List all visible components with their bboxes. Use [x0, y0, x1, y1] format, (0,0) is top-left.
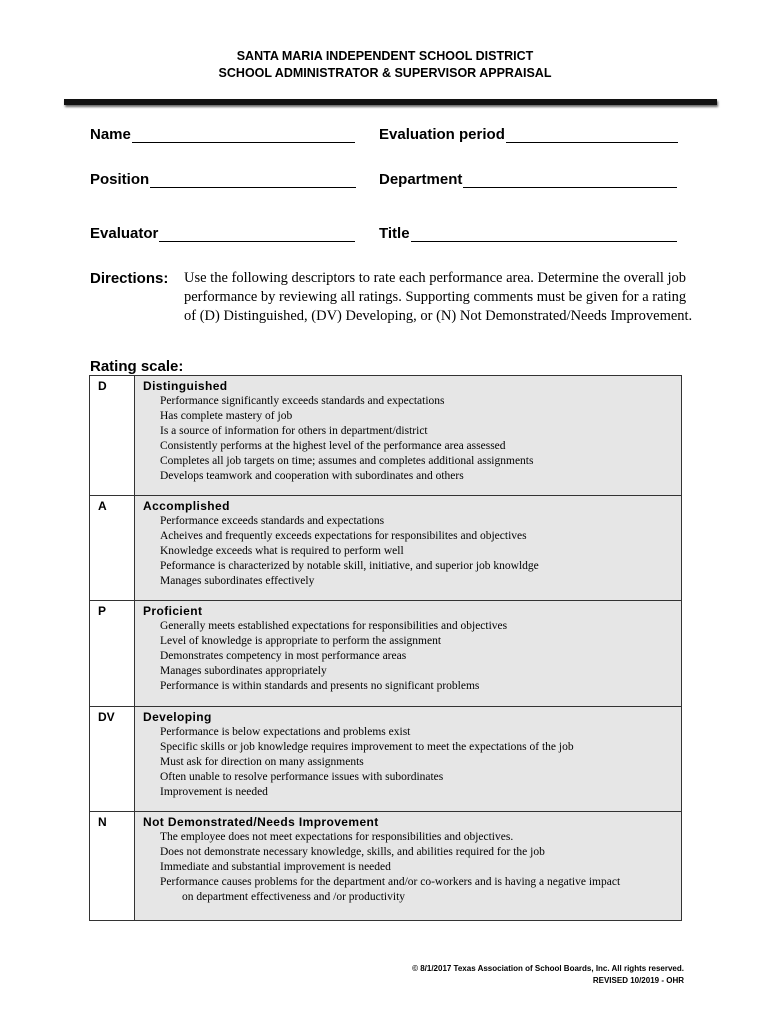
rating-criterion: Has complete mastery of job	[160, 410, 293, 422]
document-header	[0, 48, 770, 82]
rating-criteria-list	[143, 394, 681, 484]
rating-criterion: Performance exceeds standards and expectations	[160, 515, 385, 527]
rating-criterion: Manages subordinates effectively	[160, 575, 315, 587]
evaluation-period-field	[379, 126, 678, 143]
district-name: SANTA MARIA INDEPENDENT SCHOOL DISTRICT	[236, 49, 534, 63]
rating-scale-table	[89, 375, 682, 921]
rating-criterion: Knowledge exceeds what is required to perform well	[160, 545, 404, 557]
rating-criterion: Does not demonstrate necessary knowledge, skills, and abilities required for the job	[160, 846, 545, 858]
rating-category-name: Accomplished	[143, 499, 230, 513]
rating-category-name: Developing	[143, 710, 212, 724]
rating-code: D	[90, 376, 135, 496]
rating-criterion: Is a source of information for others in department/district	[160, 425, 428, 437]
rating-row	[90, 812, 682, 921]
rating-criterion: Level of knowledge is appropriate to perform the assignment	[160, 635, 442, 647]
directions-text: Use the following descriptors to rate each performance area. Determine the overall job performance by reviewing all ratings. Supporting comments must be given for a rating of (D) Distinguished, (DV) Developing, or (N) Not Demonstrated/Needs Improvement.	[184, 270, 693, 324]
rating-criteria-list	[143, 725, 681, 800]
rating-description	[135, 812, 682, 921]
rating-description	[135, 496, 682, 601]
rating-category-name: Proficient	[143, 604, 203, 618]
rating-criterion: Immediate and substantial improvement is needed	[160, 861, 391, 873]
rating-description	[135, 707, 682, 812]
title-input-line[interactable]	[411, 226, 677, 242]
rating-description	[135, 601, 682, 707]
position-input-line[interactable]	[150, 172, 356, 188]
rating-criterion: The employee does not meet expectations for responsibilities and objectives.	[160, 831, 514, 843]
rating-row	[90, 601, 682, 707]
evaluator-input-line[interactable]	[159, 226, 355, 242]
rating-criterion: Must ask for direction on many assignments	[160, 756, 364, 768]
rating-criterion: Completes all job targets on time; assumes and completes additional assignments	[160, 455, 534, 467]
name-field	[90, 126, 355, 143]
rating-category-name: Distinguished	[143, 379, 228, 393]
evaluation-period-input-line[interactable]	[506, 127, 678, 143]
rating-criterion: Peformance is characterized by notable skill, initiative, and superior job knowldge	[160, 560, 539, 572]
department-field	[379, 171, 677, 188]
rating-criterion: Acheives and frequently exceeds expectations for responsibilites and objectives	[160, 530, 527, 542]
rating-code: N	[90, 812, 135, 921]
rating-code: P	[90, 601, 135, 707]
name-input-line[interactable]	[132, 127, 355, 143]
name-label: Name	[90, 126, 131, 143]
rating-code: DV	[90, 707, 135, 812]
directions-label: Directions:	[90, 270, 169, 287]
title-field	[379, 225, 677, 242]
rating-criterion: Performance significantly exceeds standards and expectations	[160, 395, 445, 407]
rating-criteria-list	[143, 619, 681, 694]
rating-criterion: Develops teamwork and cooperation with subordinates and others	[160, 470, 464, 482]
revision-note: REVISED 10/2019 - OHR	[592, 976, 684, 985]
header-divider	[64, 99, 717, 105]
rating-category-name: Not Demonstrated/Needs Improvement	[143, 815, 379, 829]
position-field	[90, 171, 356, 188]
rating-code: A	[90, 496, 135, 601]
rating-criterion: Manages subordinates appropriately	[160, 665, 327, 677]
evaluator-label: Evaluator	[90, 225, 159, 242]
rating-criterion: Demonstrates competency in most performance areas	[160, 650, 407, 662]
evaluator-field	[90, 225, 355, 242]
rating-criterion: Performance is within standards and presents no significant problems	[160, 680, 480, 692]
rating-criterion: Consistently performs at the highest level of the performance area assessed	[160, 440, 506, 452]
rating-criterion: on department effectiveness and /or productivity	[182, 891, 406, 903]
evaluation-period-label: Evaluation period	[379, 126, 505, 143]
page-footer	[412, 963, 684, 987]
rating-criterion: Performance is below expectations and problems exist	[160, 726, 411, 738]
rating-criterion: Often unable to resolve performance issues with subordinates	[160, 771, 444, 783]
rating-description	[135, 376, 682, 496]
title-label: Title	[379, 225, 410, 242]
rating-criterion: Generally meets established expectations for responsibilities and objectives	[160, 620, 508, 632]
rating-criterion: Improvement is needed	[160, 786, 268, 798]
department-input-line[interactable]	[463, 172, 677, 188]
rating-criteria-list	[143, 514, 681, 589]
rating-criterion: Performance causes problems for the department and/or co-workers and is having a negative impact	[160, 876, 621, 888]
rating-row	[90, 376, 682, 496]
rating-criteria-list	[143, 830, 681, 905]
rating-row	[90, 496, 682, 601]
copyright-notice: © 8/1/2017 Texas Association of School Boards, Inc. All rights reserved.	[412, 964, 684, 973]
rating-scale-title: Rating scale:	[90, 358, 184, 375]
rating-criterion: Specific skills or job knowledge requires improvement to meet the expectations of the job	[160, 741, 574, 753]
department-label: Department	[379, 171, 463, 188]
form-title: SCHOOL ADMINISTRATOR & SUPERVISOR APPRAISAL	[218, 66, 552, 80]
position-label: Position	[90, 171, 150, 188]
rating-row	[90, 707, 682, 812]
